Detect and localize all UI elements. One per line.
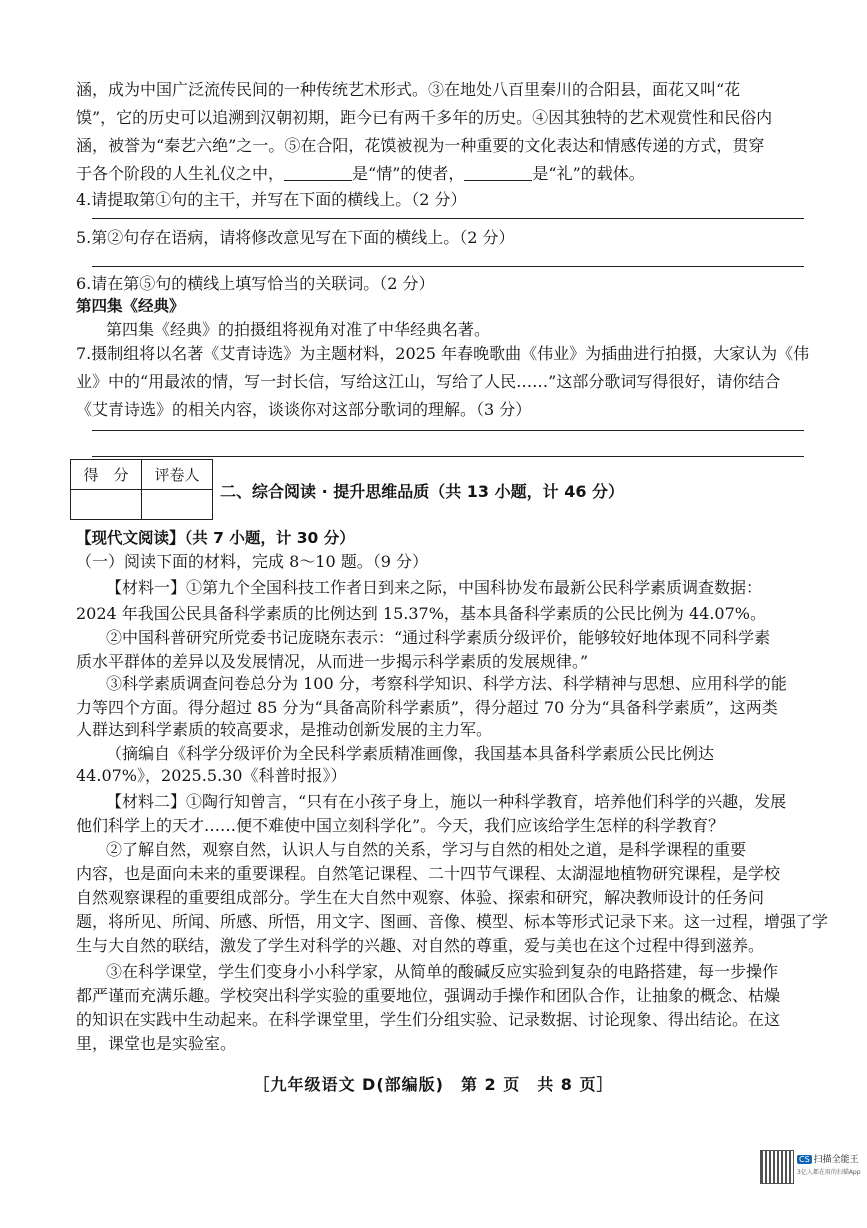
material-2-line: 都严谨而充满乐趣。学校突出科学实验的重要地位，强调动手操作和团队合作，让抽象的概念、枯燥 [76,986,781,1005]
material-2-line: 的知识在实践中生动起来。在科学课堂里，学生们分组实验、记录数据、讨论现象、得出结论。在这 [76,1010,781,1029]
source-citation: 44.07%》，2025.5.30《科普时报》） [76,766,347,785]
answer-line-q7[interactable] [92,456,804,457]
part-1-instruction: （一）阅读下面的材料，完成 8～10 题。（9 分） [76,552,428,571]
modern-reading-heading: 【现代文阅读】（共 7 小题，计 30 分） [76,529,355,547]
question-4: 4.请提取第①句的主干，并写在下面的横线上。（2 分） [76,190,467,209]
page-footer: ［九年级语文 D(部编版) 第 2 页 共 8 页］ [253,1075,614,1094]
scanner-tagline: 3亿人都在用的扫描App [797,1169,861,1176]
question-5: 5.第②句存在语病，请将修改意见写在下面的横线上。（2 分） [76,228,515,247]
text-fragment: 是“情”的使者， [352,164,465,183]
score-cell[interactable] [71,490,142,520]
question-6: 6.请在第⑤句的横线上填写恰当的关联词。（2 分） [76,274,435,293]
text-line: 涵，被誉为“秦艺六绝”之一。⑤在合阳，花馍被视为一种重要的文化表达和情感传递的方式，贯穿 [76,136,765,155]
question-7-line: 业》中的“用最浓的情，写一封长信，写给这江山，写给了人民……”这部分歌词写得很好，请你结合 [76,372,781,391]
material-1-line: ③科学素质调查问卷总分为 100 分，考察科学知识、科学方法、科学精神与思想、应用科学的能 [106,674,787,693]
material-1-line: ②中国科普研究所党委书记庞晓东表示：“通过科学素质分级评价，能够较好地体现不同科学素 [106,628,771,647]
material-1-line: 质水平群体的差异以及发展情况，从而进一步揭示科学素质的发展规律。” [76,652,589,671]
answer-blank-1[interactable] [284,164,352,181]
qr-code-icon [760,1150,794,1184]
answer-line-q7[interactable] [92,430,804,431]
text-fragment: 于各个阶段的人生礼仪之中， [76,164,285,183]
score-table [70,459,213,520]
text-line: 馍”，它的历史可以追溯到汉朝初期，距今已有两千多年的历史。④因其独特的艺术观赏性和民俗内 [76,108,773,127]
text-fragment: 是“礼”的载体。 [532,164,645,183]
answer-blank-2[interactable] [464,164,532,181]
question-7-line: 7.摄制组将以名著《艾青诗选》为主题材料，2025 年春晚歌曲《伟业》为插曲进行拍摄，大家认为《伟 [76,344,810,363]
material-2-line: 内容，也是面向未来的重要课程。自然笔记课程、二十四节气课程、太湖湿地植物研究课程，是学校 [76,864,781,883]
answer-line-q5[interactable] [92,266,804,267]
material-2-line: 题，将所见、所闻、所感、所悟，用文字、图画、音像、模型、标本等形式记录下来。这一过程，增强了学 [76,912,829,931]
scanner-watermark [797,1152,859,1165]
answer-line-q4[interactable] [92,218,804,219]
text-line: 涵，成为中国广泛流传民间的一种传统艺术形式。③在地处八百里秦川的合阳县，面花又叫“花 [76,80,741,99]
text-line [76,160,806,188]
material-1-line: 【材料一】①第九个全国科技工作者日到来之际，中国科协发布最新公民科学素质调查数据： [106,578,763,597]
question-7-line: 《艾青诗选》的相关内容，谈谈你对这部分歌词的理解。（3 分） [76,400,532,419]
scanner-logo-icon: CS [799,1155,810,1164]
material-2-line: 生与大自然的联结，激发了学生对科学的兴趣、对自然的尊重，爱与美也在这个过程中得到滋养。 [76,936,765,955]
section-2-title: 二、综合阅读 · 提升思维品质（共 13 小题，计 46 分） [220,482,625,501]
material-2-line: 他们科学上的天才……便不难使中国立刻科学化”。今天，我们应该给学生怎样的科学教育？ [76,816,725,835]
material-2-line: 里，课堂也是实验室。 [76,1034,237,1053]
material-2-line: 【材料二】①陶行知曾言，“只有在小孩子身上，施以一种科学教育，培养他们科学的兴趣，发展 [106,792,787,811]
material-1-line: 力等四个方面。得分超过 85 分为“具备高阶科学素质”，得分超过 70 分为“具备科学素质”，这两类 [76,698,778,717]
material-1-line: 人群达到科学素质的较高要求，是推动创新发展的主力军。 [76,720,493,739]
episode-4-text: 第四集《经典》的拍摄组将视角对准了中华经典名著。 [106,320,491,339]
grader-header: 评卷人 [142,460,213,490]
source-citation: （摘编自《科学分级评价为全民科学素质精准画像，我国基本具备科学素质公民比例达 [106,744,715,763]
material-2-line: ③在科学课堂，学生们变身小小科学家，从简单的酸碱反应实验到复杂的电路搭建，每一步操作 [106,962,779,981]
score-header: 得 分 [71,460,142,490]
material-2-line: 自然观察课程的重要组成部分。学生在大自然中观察、体验、探索和研究，解决教师设计的任务问 [76,888,765,907]
episode-4-title: 第四集《经典》 [76,297,185,315]
material-1-line: 2024 年我国公民具备科学素质的比例达到 15.37%，基本具备科学素质的公民比例为 44.07%。 [76,604,766,623]
material-2-line: ②了解自然，观察自然，认识人与自然的关系，学习与自然的相处之道，是科学课程的重要 [106,840,747,859]
scanner-name: 扫描全能王 [813,1155,859,1165]
grader-cell[interactable] [142,490,213,520]
